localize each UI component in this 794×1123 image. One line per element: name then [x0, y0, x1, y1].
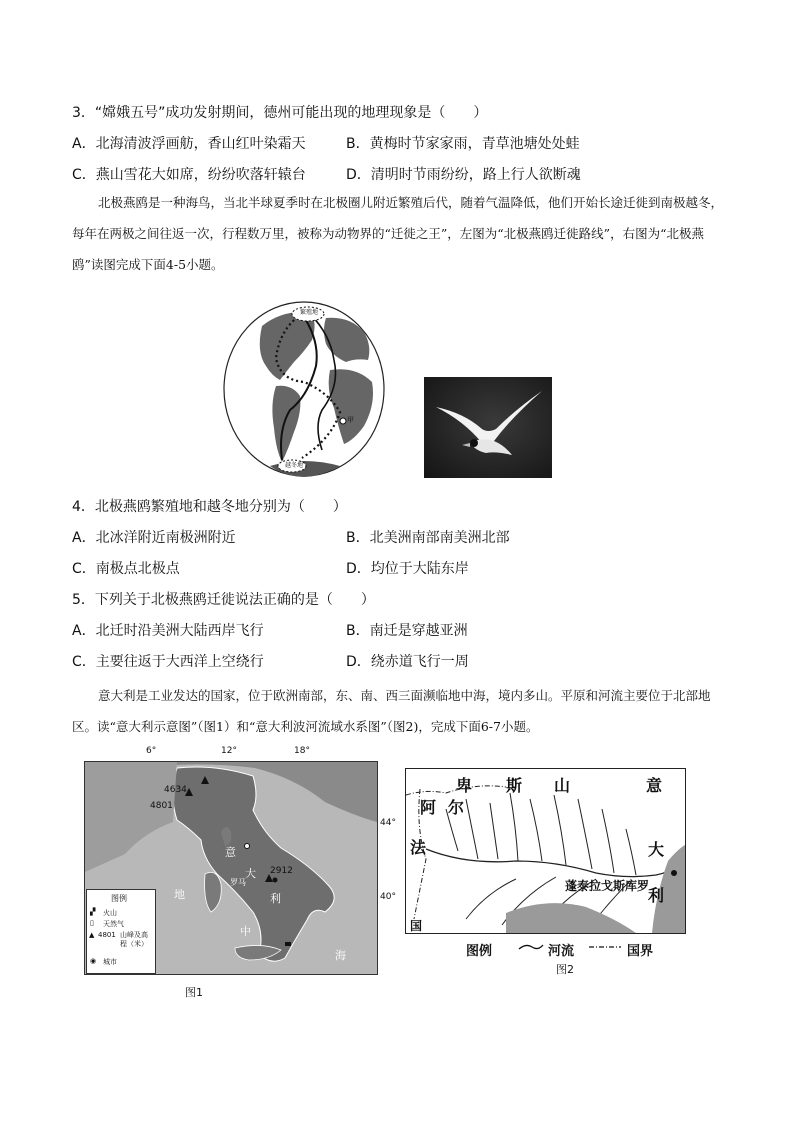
fig2-legend-border: 国界 [627, 944, 654, 959]
intro-italy: 意大利是工业发达的国家，位于欧洲南部，东、南、西三面濒临地中海，境内多山。平原和河流主要位于北部地区。读“意大利示意图”（图1）和“意大利波河流域水系图”（图2)，完成下面6-7小题。 [72, 688, 711, 734]
lon-label-6: 6° [146, 746, 157, 756]
city-label-rome: 罗马 [230, 878, 246, 887]
map-char-yi: 意 [225, 846, 236, 859]
lon-label-12: 12° [221, 746, 237, 756]
fig1-legend-box [86, 889, 156, 974]
breeding-ground-label: 繁殖地 [300, 309, 319, 316]
fig2-char-fa: 法 [410, 838, 427, 857]
fig2-legend-river: 河流 [548, 944, 575, 959]
border-legend-icon [588, 941, 622, 953]
q4-option-a: A．北冰洋附近南极洲附近 [72, 530, 236, 546]
arctic-tern-photo [424, 377, 552, 478]
fig1-caption: 图1 [185, 986, 203, 999]
map-char-zhong: 中 [240, 925, 251, 938]
q5-option-d: D．绕赤道飞行一周 [346, 654, 469, 670]
elev-label-4634: 4634 [164, 785, 187, 795]
q4-option-d: D．均位于大陆东岸 [346, 561, 469, 577]
q3-stem: 3．“嫦娥五号”成功发射期间，德州可能出现的地理现象是（ ） [72, 105, 488, 121]
fig2-char-li: 利 [648, 886, 665, 905]
po-river-map-fig2 [405, 768, 686, 934]
elev-label-4801: 4801 [150, 801, 173, 811]
map-char-hai: 海 [335, 949, 346, 962]
fig2-caption: 图2 [556, 963, 574, 976]
q3-option-d: D．清明时节雨纷纷，路上行人欲断魂 [346, 167, 581, 183]
q5-option-b: B．南迁是穿越亚洲 [346, 623, 468, 639]
lat-label-40: 40° [380, 892, 396, 902]
map-char-da: 大 [245, 867, 256, 880]
fig1-legend-title: 图例 [111, 894, 127, 903]
map-char-di: 地 [174, 888, 185, 901]
legend-peak-value: 4801 [98, 931, 116, 939]
fig2-char-bei: 卑 [456, 776, 473, 795]
q3-option-a: A．北海清波浮画舫，香山红叶染霜天 [72, 136, 306, 152]
peak-icon: ▲ [89, 931, 95, 939]
q5-option-c: C．主要往返于大西洋上空绕行 [72, 654, 264, 670]
q4-stem: 4．北极燕鸥繁殖地和越冬地分别为（ ） [72, 499, 347, 515]
fig2-char-er: 尔 [448, 798, 465, 817]
fig2-legend-label: 图例 [466, 944, 493, 959]
gas-icon: ▯ [90, 919, 94, 927]
wintering-ground-label: 越冬地 [285, 462, 304, 469]
italy-map-fig1 [84, 746, 396, 976]
city-icon: ◉ [90, 957, 97, 965]
q5-stem: 5．下列关于北极燕鸥迁徙说法正确的是（ ） [72, 592, 375, 608]
q4-option-b: B．北美洲南部南美洲北部 [346, 530, 510, 546]
volcano-icon: ▞ [90, 908, 96, 916]
legend-peak: 山峰及高程（米） [120, 931, 148, 948]
q5-option-a: A．北迁时沿美洲大陆西岸飞行 [72, 623, 264, 639]
legend-volcano: 火山 [103, 909, 117, 917]
fig2-char-yi: 意 [646, 776, 663, 795]
q3-option-b: B．黄梅时节家家雨，青草池塘处处蛙 [346, 136, 580, 152]
river-legend-icon [518, 941, 544, 953]
fig2-char-guo: 国 [410, 919, 423, 933]
intro-arctic-tern: 北极燕鸥是一种海鸟，当北半球夏季时在北极圈儿附近繁殖后代，随着气温降低，他们开始长途迁徙到南极越冬，每年在两极之间往返一次，行程数万里，被称为动物界的“迁徙之王”，左图为“北极燕鸥迁徙路线”，右图为“北极燕鸥”读图完成下面4-5小题。 [72, 195, 724, 272]
q4-option-c: C．南极点北极点 [72, 561, 180, 577]
fig2-char-shan: 山 [554, 776, 571, 795]
lon-label-18: 18° [294, 746, 310, 756]
legend-city: 城市 [103, 958, 117, 966]
lat-label-44: 44° [380, 818, 396, 828]
fig2-char-da: 大 [648, 840, 665, 859]
elev-label-2912: 2912 [270, 866, 293, 876]
fig2-char-si: 斯 [506, 776, 523, 795]
fig2-char-a: 阿 [420, 798, 437, 817]
point-jia-label: 甲 [347, 416, 354, 424]
legend-gas: 天然气 [103, 920, 124, 928]
map-char-li: 利 [270, 892, 281, 905]
fig2-city-label: 蓬泰拉戈斯库罗 [565, 879, 650, 893]
migration-globe-map [222, 300, 386, 478]
q3-option-c: C．燕山雪花大如席，纷纷吹落轩辕台 [72, 167, 306, 183]
